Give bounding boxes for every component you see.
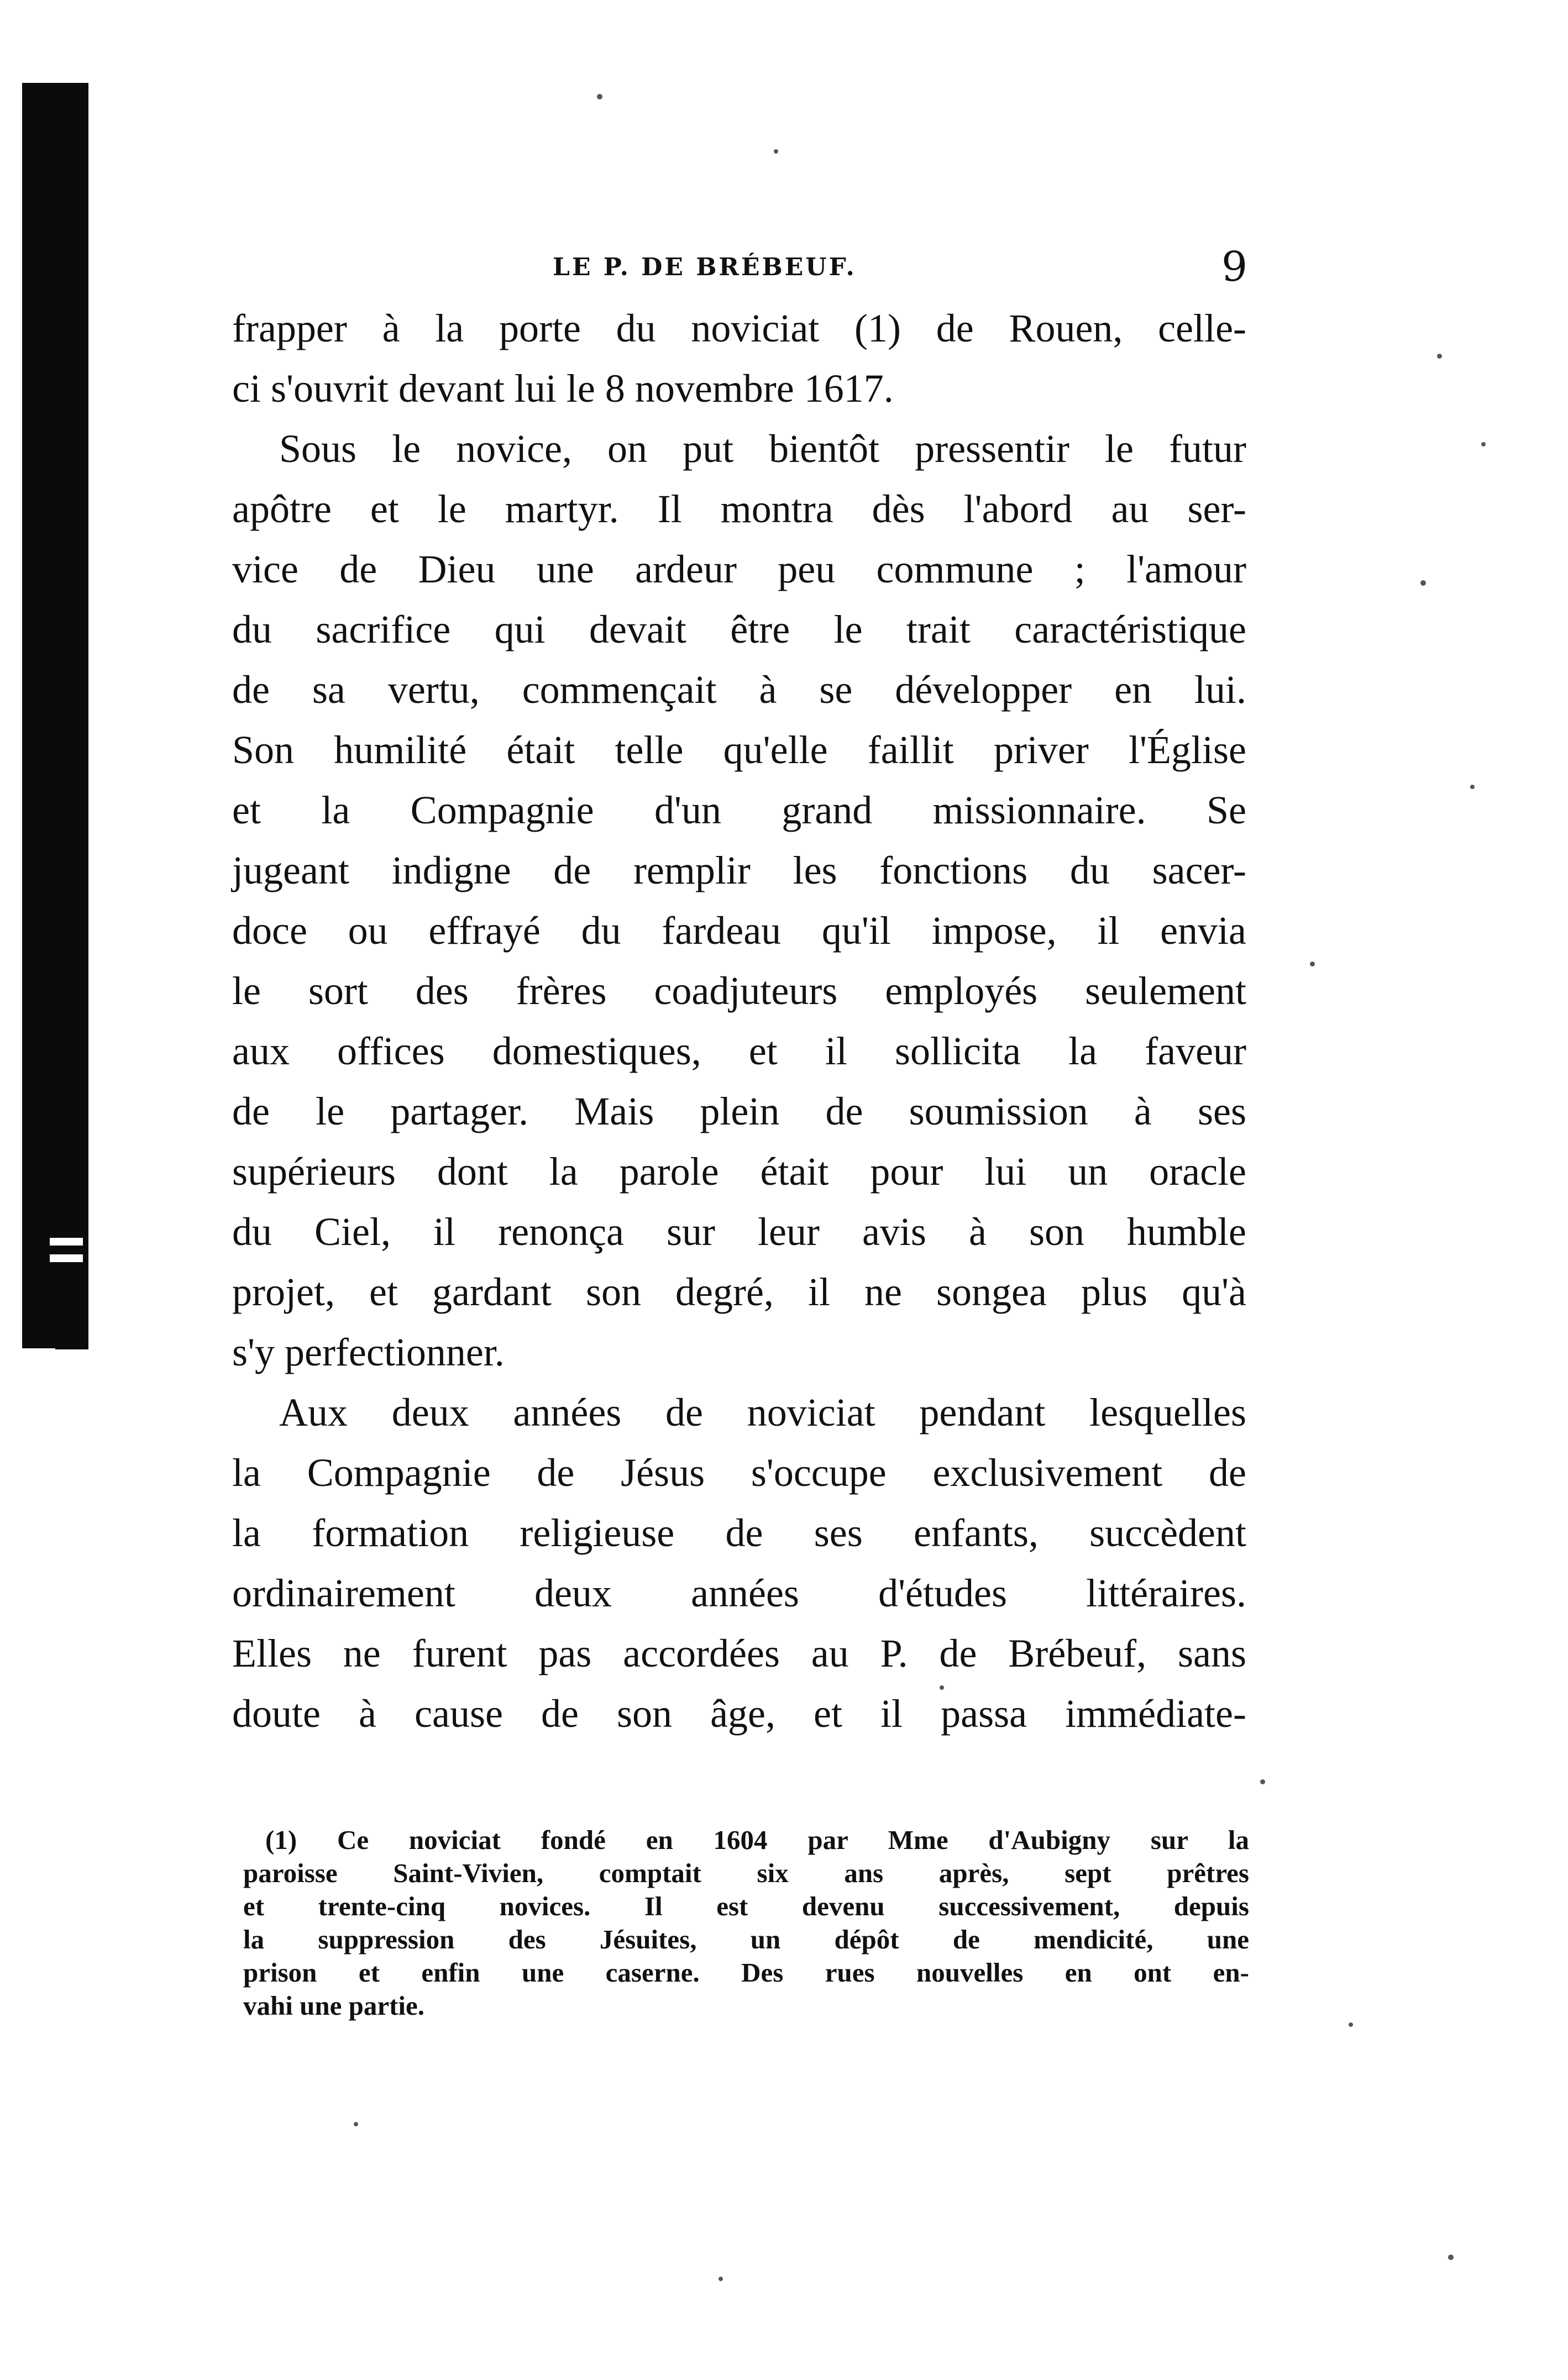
body-text bbox=[232, 298, 1246, 1744]
text-line: aux offices domestiques, et il sollicita la faveur bbox=[232, 1029, 1246, 1073]
text-line: et la Compagnie d'un grand missionnaire. Se bbox=[232, 788, 1246, 832]
text-line: Son humilité était telle qu'elle faillit priver l'Église bbox=[232, 728, 1246, 772]
scan-speck bbox=[1260, 1779, 1265, 1784]
scan-speck bbox=[940, 1685, 944, 1690]
text-line: du sacrifice qui devait être le trait caractéristique bbox=[232, 607, 1246, 652]
text-line: de le partager. Mais plein de soumission à ses bbox=[232, 1089, 1246, 1133]
edge-mark bbox=[55, 1343, 88, 1349]
text-line: ordinairement deux années d'études littéraires. bbox=[232, 1571, 1246, 1615]
text-line: Elles ne furent pas accordées au P. de Brébeuf, sans bbox=[232, 1631, 1246, 1675]
scan-speck bbox=[1349, 2022, 1353, 2027]
footnote-line: la suppression des Jésuites, un dépôt de mendicité, une bbox=[243, 1924, 1249, 1955]
scan-speck bbox=[354, 2122, 358, 2126]
binding-notch bbox=[50, 1238, 83, 1246]
text-line: doce ou effrayé du fardeau qu'il impose, il envia bbox=[232, 908, 1246, 953]
binding-notch bbox=[50, 1254, 83, 1262]
text-line: Aux deux années de noviciat pendant lesquelles bbox=[279, 1390, 1246, 1435]
scan-speck bbox=[719, 2277, 723, 2281]
text-line: le sort des frères coadjuteurs employés seulement bbox=[232, 969, 1246, 1013]
text-line: de sa vertu, commençait à se développer en lui. bbox=[232, 668, 1246, 712]
page-binding-edge bbox=[22, 83, 88, 1348]
text-line: frapper à la porte du noviciat (1) de Rouen, celle- bbox=[232, 306, 1246, 350]
scan-speck bbox=[1420, 580, 1426, 586]
scan-speck bbox=[1448, 2255, 1454, 2260]
text-line: vice de Dieu une ardeur peu commune ; l'amour bbox=[232, 547, 1246, 591]
text-line: doute à cause de son âge, et il passa immédiate- bbox=[232, 1691, 1246, 1736]
text-line: la Compagnie de Jésus s'occupe exclusivement de bbox=[232, 1451, 1246, 1495]
scan-speck bbox=[1437, 354, 1442, 359]
text-line: ci s'ouvrit devant lui le 8 novembre 1617. bbox=[232, 366, 894, 411]
text-line: Sous le novice, on put bientôt pressentir le futur bbox=[279, 427, 1246, 471]
footnote-line: vahi une partie. bbox=[243, 1990, 425, 2021]
footnote-line: prison et enfin une caserne. Des rues nouvelles en ont en- bbox=[243, 1957, 1249, 1988]
text-line: apôtre et le martyr. Il montra dès l'abord au ser- bbox=[232, 487, 1246, 531]
footnote-line: et trente-cinq novices. Il est devenu successivement, depuis bbox=[243, 1891, 1249, 1921]
scan-speck bbox=[1310, 962, 1315, 966]
text-line: la formation religieuse de ses enfants, succèdent bbox=[232, 1511, 1246, 1555]
text-line: du Ciel, il renonça sur leur avis à son humble bbox=[232, 1210, 1246, 1254]
footnote bbox=[243, 1824, 1249, 2022]
text-line: supérieurs dont la parole était pour lui un oracle bbox=[232, 1149, 1246, 1194]
running-head: LE P. DE BRÉBEUF. bbox=[553, 253, 857, 281]
footnote-line: (1) Ce noviciat fondé en 1604 par Mme d'Aubigny sur la bbox=[265, 1825, 1249, 1855]
scan-speck bbox=[1470, 785, 1475, 789]
scan-speck bbox=[774, 149, 778, 154]
page-header bbox=[553, 243, 1271, 291]
text-line: s'y perfectionner. bbox=[232, 1330, 505, 1374]
scan-speck bbox=[1481, 442, 1486, 446]
text-line: jugeant indigne de remplir les fonctions du sacer- bbox=[232, 848, 1246, 892]
scan-speck bbox=[597, 94, 602, 99]
footnote-line: paroisse Saint-Vivien, comptait six ans après, sept prêtres bbox=[243, 1858, 1249, 1888]
page-number: 9 bbox=[1221, 243, 1248, 291]
text-line: projet, et gardant son degré, il ne songea plus qu'à bbox=[232, 1270, 1246, 1314]
